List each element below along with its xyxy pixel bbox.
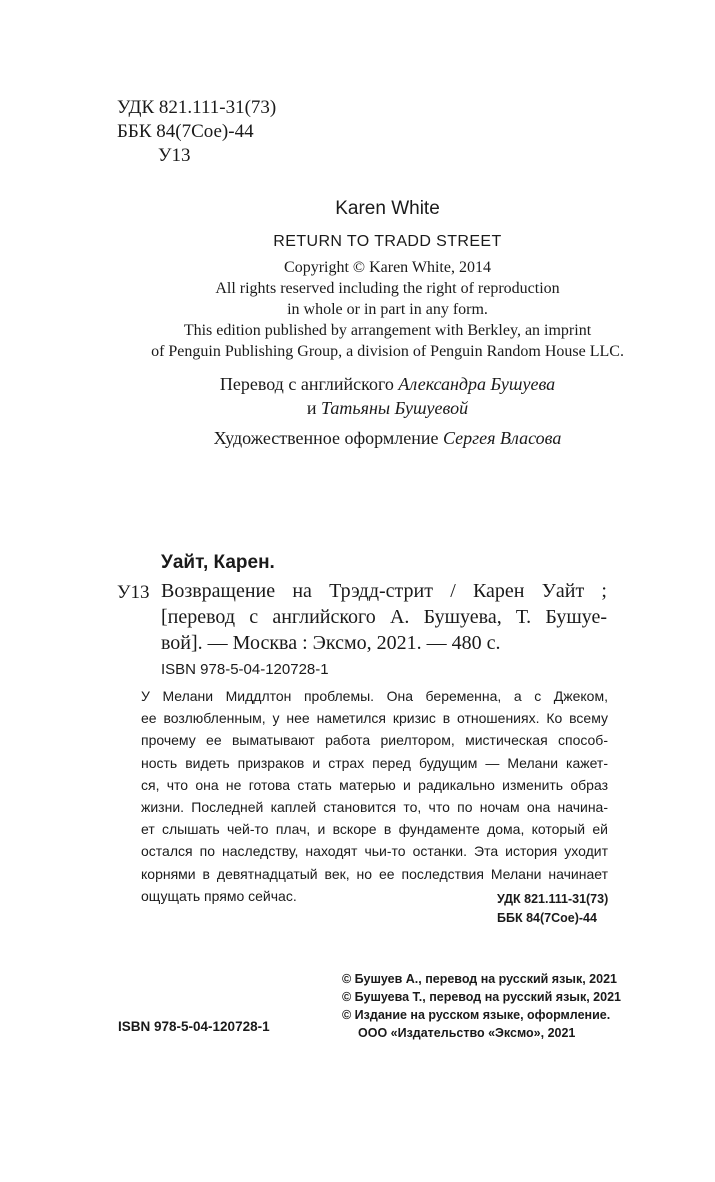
annotation-line: корнями в девятнадцатый век, но ее последствия Мелани начинает <box>141 865 608 882</box>
translator-2: Татьяны Бушуевой <box>321 398 469 418</box>
copyright-line: © Бушуев А., перевод на русский язык, 2021 <box>342 972 617 986</box>
translator-1: Александра Бушуева <box>398 374 556 394</box>
annotation-line: остался по наследству, находят чьи-то останки. Эта история уходит <box>141 843 608 860</box>
udk-code: УДК 821.111-31(73) <box>117 97 277 118</box>
bottom-classification <box>497 890 608 928</box>
bottom-udk: УДК 821.111-31(73) <box>497 892 609 906</box>
author-mark: У13 <box>158 145 191 166</box>
annotation-line: ет слышать чей-то плач, и вскоре в фундаменте дома, который ей <box>141 821 608 838</box>
original-author: Karen White <box>335 198 440 219</box>
isbn-bottom: ISBN 978-5-04-120728-1 <box>118 1019 270 1034</box>
bib-line: Возвращение на Трэдд-стрит / Карен Уайт ; <box>161 580 607 602</box>
copyright-notices <box>342 970 621 1042</box>
bib-line: [перевод с английского А. Бушуева, Т. Бушуе- <box>161 606 607 628</box>
translation-credits <box>0 372 715 420</box>
design-prefix: Художественное оформление <box>213 428 444 448</box>
bib-author-heading: Уайт, Карен. <box>161 552 275 573</box>
rights-line: in whole or in part in any form. <box>287 301 488 318</box>
annotation-line: ощущать прямо сейчас. <box>141 887 297 904</box>
original-title: RETURN TO TRADD STREET <box>273 233 502 250</box>
rights-block <box>0 257 715 362</box>
bib-isbn: ISBN 978-5-04-120728-1 <box>161 661 329 678</box>
copyright-line: ООО «Издательство «Эксмо», 2021 <box>358 1026 576 1040</box>
designer-name: Сергея Власова <box>443 428 562 448</box>
rights-line: This edition published by arrangement with Berkley, an imprint <box>183 322 592 339</box>
bib-description <box>161 578 607 656</box>
rights-line: Copyright © Karen White, 2014 <box>284 259 491 276</box>
annotation-line: ность видеть призраков и страх перед будущим — Мелани кажет- <box>141 754 608 771</box>
translation-line-1 <box>0 372 715 396</box>
bbk-code: ББК 84(7Сое)-44 <box>117 121 254 142</box>
annotation-line: жизни. Последней каплей становится то, что по ночам она начина- <box>141 798 608 815</box>
copyright-line: © Бушуева Т., перевод на русский язык, 2021 <box>342 990 621 1004</box>
bib-line: вой]. — Москва : Эксмо, 2021. — 480 с. <box>161 632 501 654</box>
annotation <box>141 685 608 907</box>
annotation-line: ся, что она не готова стать матерью и радикально изменить образ <box>141 776 608 793</box>
annotation-line: У Мелани Миддлтон проблемы. Она беременна, а с Джеком, <box>141 688 608 704</box>
annotation-line: ее возлюбленным, у нее наметился кризис в отношениях. Ко всему <box>141 710 608 727</box>
rights-line: All rights reserved including the right of reproduction <box>215 280 560 297</box>
translation-line-2 <box>0 396 715 420</box>
annotation-line: прочему ее выматывают работа риелтором, мистическая способ- <box>141 732 608 749</box>
classification-codes <box>117 96 276 168</box>
bib-code: У13 <box>117 582 150 603</box>
translation-and: и <box>306 398 322 418</box>
bottom-bbk: ББК 84(7Сое)-44 <box>497 911 597 925</box>
translation-prefix: Перевод с английского <box>219 374 399 394</box>
rights-line: of Penguin Publishing Group, a division of Penguin Random House LLC. <box>151 343 624 360</box>
design-credit <box>0 428 715 449</box>
copyright-line: © Издание на русском языке, оформление. <box>342 1008 611 1022</box>
